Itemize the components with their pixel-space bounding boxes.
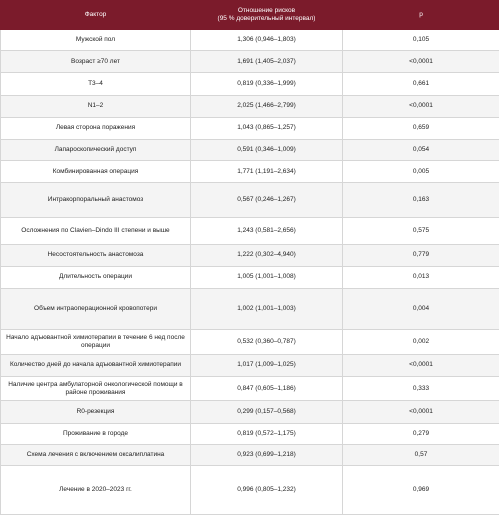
cell-p: 0,659 [343,117,499,139]
cell-factor: Наличие центра амбулаторной онкологической помощи в районе проживания [1,376,191,400]
table-row [1,330,499,354]
cell-ratio: 0,923 (0,699–1,218) [191,444,343,465]
cell-ratio: 0,819 (0,572–1,175) [191,423,343,444]
cell-ratio: 2,025 (1,466–2,799) [191,95,343,117]
cell-p: 0,054 [343,140,499,161]
table-header [1,1,499,30]
cell-factor: Лапароскопический доступ [1,140,191,161]
table-row [1,30,499,51]
cell-factor: Возраст ≥70 лет [1,51,191,73]
cell-p: 0,333 [343,376,499,400]
table-row [1,73,499,95]
table-row [1,117,499,139]
table-row [1,444,499,465]
cell-p: <0,0001 [343,401,499,423]
cell-ratio: 1,691 (1,405–2,037) [191,51,343,73]
table-row [1,244,499,266]
table-row [1,401,499,423]
cell-p: 0,575 [343,217,499,244]
header-row [1,1,499,30]
cell-ratio: 1,017 (1,009–1,025) [191,354,343,376]
table-row [1,465,499,514]
table-body [1,30,499,515]
cell-p: 0,57 [343,444,499,465]
cell-factor: Осложнения по Clavien–Dindo III степени и выше [1,217,191,244]
cell-p: 0,105 [343,30,499,51]
table-row [1,266,499,288]
cell-factor: Объем интраоперационной кровопотери [1,289,191,330]
table-row [1,289,499,330]
cell-ratio: 1,306 (0,946–1,803) [191,30,343,51]
cell-ratio: 1,243 (0,581–2,656) [191,217,343,244]
cell-factor: Интракорпоральный анастомоз [1,183,191,217]
header-ratio-line2: (95 % доверительный интервал) [217,15,316,22]
cell-ratio: 1,002 (1,001–1,003) [191,289,343,330]
cell-factor: Проживание в городе [1,423,191,444]
table-row [1,140,499,161]
cell-factor: R0-резекция [1,401,191,423]
cell-p: 0,002 [343,330,499,354]
cell-factor: Лечение в 2020–2023 гг. [1,465,191,514]
cell-ratio: 0,847 (0,605–1,186) [191,376,343,400]
cell-ratio: 1,043 (0,865–1,257) [191,117,343,139]
cell-ratio: 1,005 (1,001–1,008) [191,266,343,288]
table-row [1,376,499,400]
header-factor: Фактор [1,1,191,30]
header-p: p [343,1,499,30]
cell-p: <0,0001 [343,95,499,117]
cell-factor: Начало адъювантной химиотерапии в течение 6 нед после операции [1,330,191,354]
cell-ratio: 1,222 (0,302–4,940) [191,244,343,266]
cell-p: 0,004 [343,289,499,330]
cell-ratio: 0,591 (0,346–1,009) [191,140,343,161]
table-row [1,95,499,117]
cell-p: 0,661 [343,73,499,95]
cell-p: 0,163 [343,183,499,217]
cell-ratio: 0,532 (0,360–0,787) [191,330,343,354]
cell-factor: Несостоятельность анастомоза [1,244,191,266]
header-ratio-line1: Отношение рисков [237,7,296,14]
table-row [1,183,499,217]
cell-factor: Левая сторона поражения [1,117,191,139]
cell-p: <0,0001 [343,51,499,73]
cell-p: 0,013 [343,266,499,288]
cell-factor: Мужской пол [1,30,191,51]
cell-p: <0,0001 [343,354,499,376]
cell-p: 0,279 [343,423,499,444]
cell-ratio: 0,819 (0,336–1,999) [191,73,343,95]
cell-p: 0,779 [343,244,499,266]
cell-factor: Комбинированная операция [1,161,191,183]
cell-factor: N1–2 [1,95,191,117]
table-row [1,423,499,444]
table-row [1,161,499,183]
table-row [1,354,499,376]
cell-factor: Схема лечения с включением оксалиплатина [1,444,191,465]
cell-ratio: 0,567 (0,246–1,267) [191,183,343,217]
table-row [1,51,499,73]
cell-ratio: 1,771 (1,191–2,634) [191,161,343,183]
header-ratio [191,1,343,30]
cell-factor: T3–4 [1,73,191,95]
cell-factor: Количество дней до начала адъювантной химиотерапии [1,354,191,376]
cell-p: 0,005 [343,161,499,183]
table-row [1,217,499,244]
cell-ratio: 0,996 (0,805–1,232) [191,465,343,514]
cell-ratio: 0,299 (0,157–0,568) [191,401,343,423]
cell-factor: Длительность операции [1,266,191,288]
cell-p: 0,969 [343,465,499,514]
